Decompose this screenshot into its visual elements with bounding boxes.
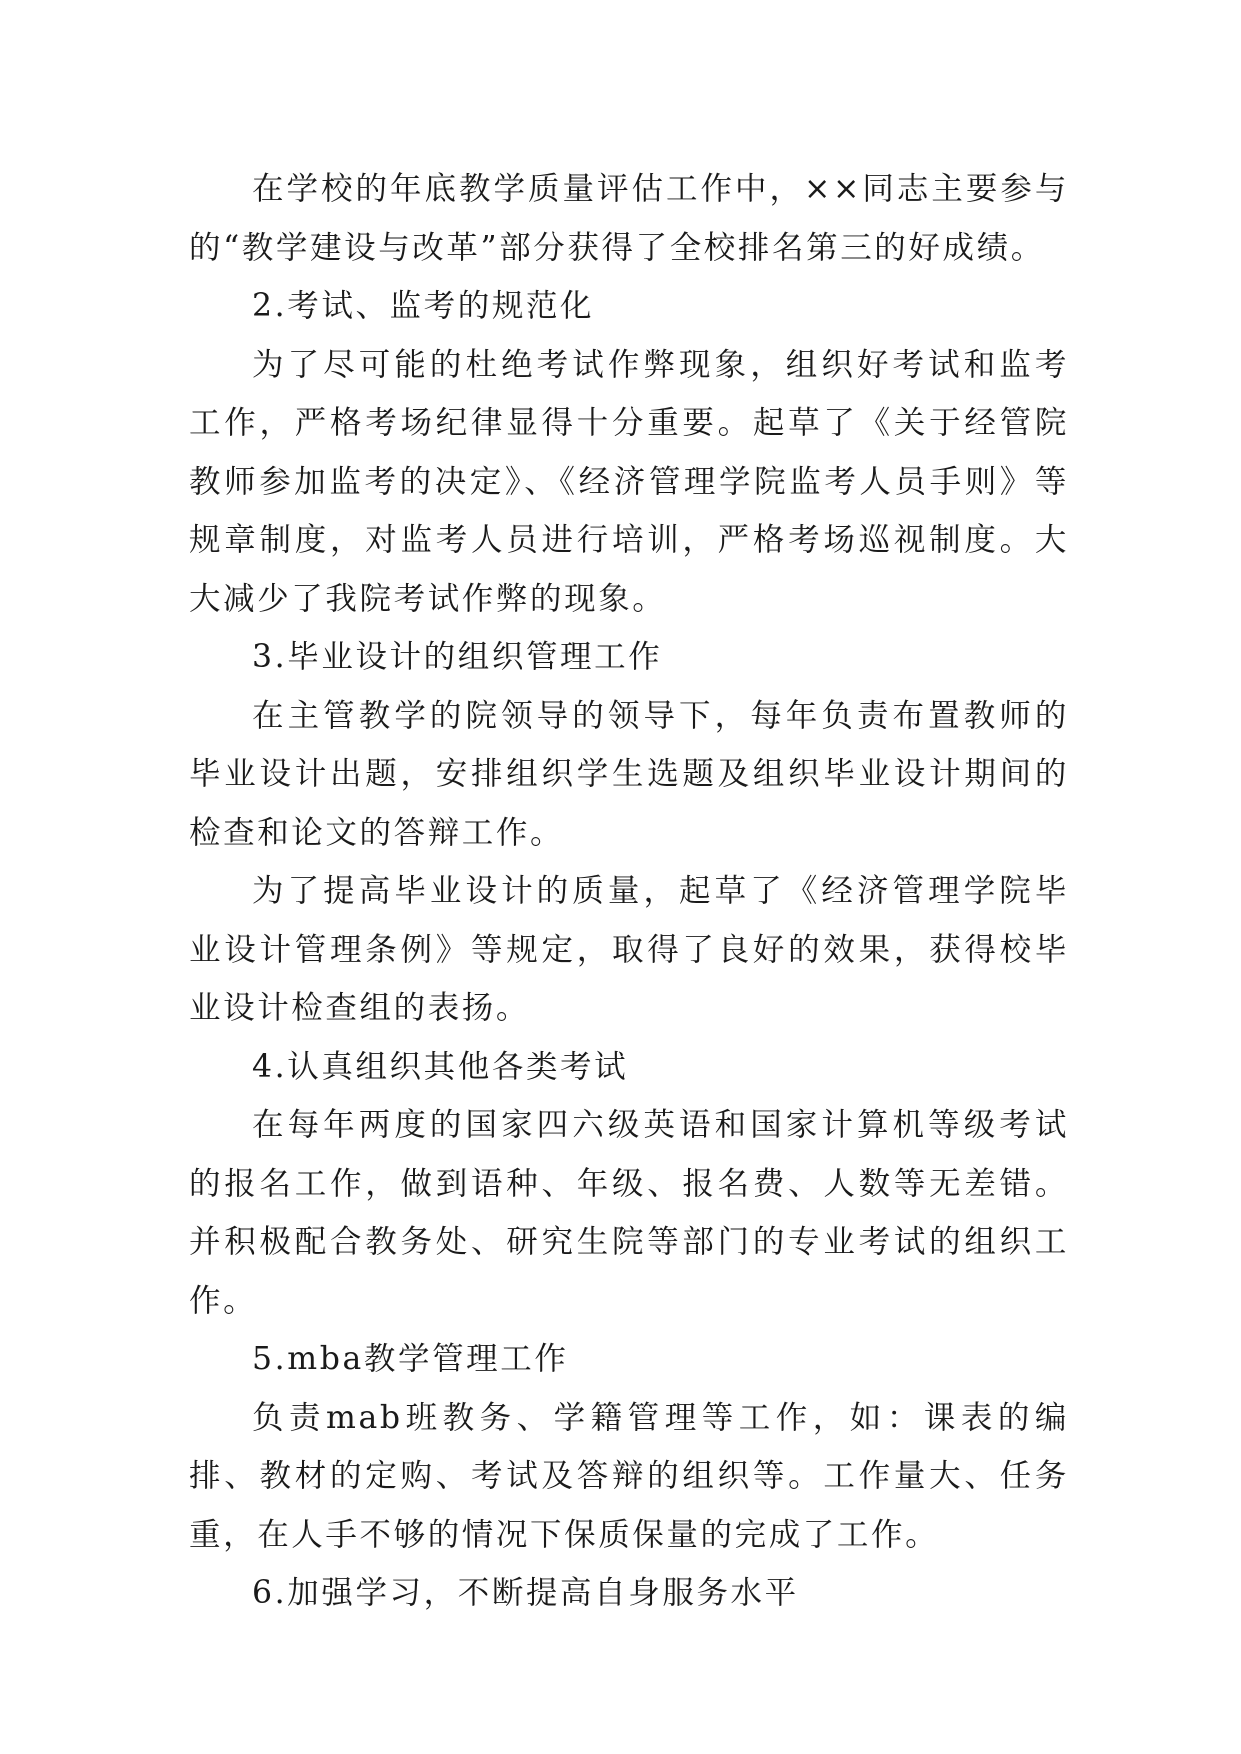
paragraph: 为了提高毕业设计的质量，起草了《经济管理学院毕业设计管理条例》等规定，取得了良好的效果，获得校毕业设计检查组的表扬。 xyxy=(189,873,1069,1026)
section-heading: 4.认真组织其他各类考试 xyxy=(252,1048,629,1085)
paragraph: 在学校的年底教学质量评估工作中，××同志主要参与的“教学建设与改革”部分获得了全校排名第三的好成绩。 xyxy=(189,171,1069,266)
paragraph: 在每年两度的国家四六级英语和国家计算机等级考试的报名工作，做到语种、年级、报名费、人数等无差错。并积极配合教务处、研究生院等部门的专业考试的组织工作。 xyxy=(189,1107,1069,1319)
section-heading: 5.mba教学管理工作 xyxy=(252,1341,569,1377)
section-heading: 3.毕业设计的组织管理工作 xyxy=(252,639,663,675)
document-body xyxy=(189,160,1069,1623)
paragraph: 为了尽可能的杜绝考试作弊现象，组织好考试和监考工作，严格考场纪律显得十分重要。起草了《关于经管院教师参加监考的决定》、《经济管理学院监考人员手则》等规章制度，对监考人员进行培训，严格考场巡视制度。大大减少了我院考试作弊的现象。 xyxy=(189,346,1069,617)
section-heading: 2.考试、监考的规范化 xyxy=(252,288,595,324)
paragraph: 在主管教学的院领导的领导下，每年负责布置教师的毕业设计出题，安排组织学生选题及组织毕业设计期间的检查和论文的答辩工作。 xyxy=(189,697,1069,851)
section-heading: 6.加强学习，不断提高自身服务水平 xyxy=(252,1575,799,1611)
paragraph: 负责mab班教务、学籍管理等工作，如：课表的编排、教材的定购、考试及答辩的组织等。工作量大、任务重，在人手不够的情况下保质保量的完成了工作。 xyxy=(189,1399,1069,1553)
